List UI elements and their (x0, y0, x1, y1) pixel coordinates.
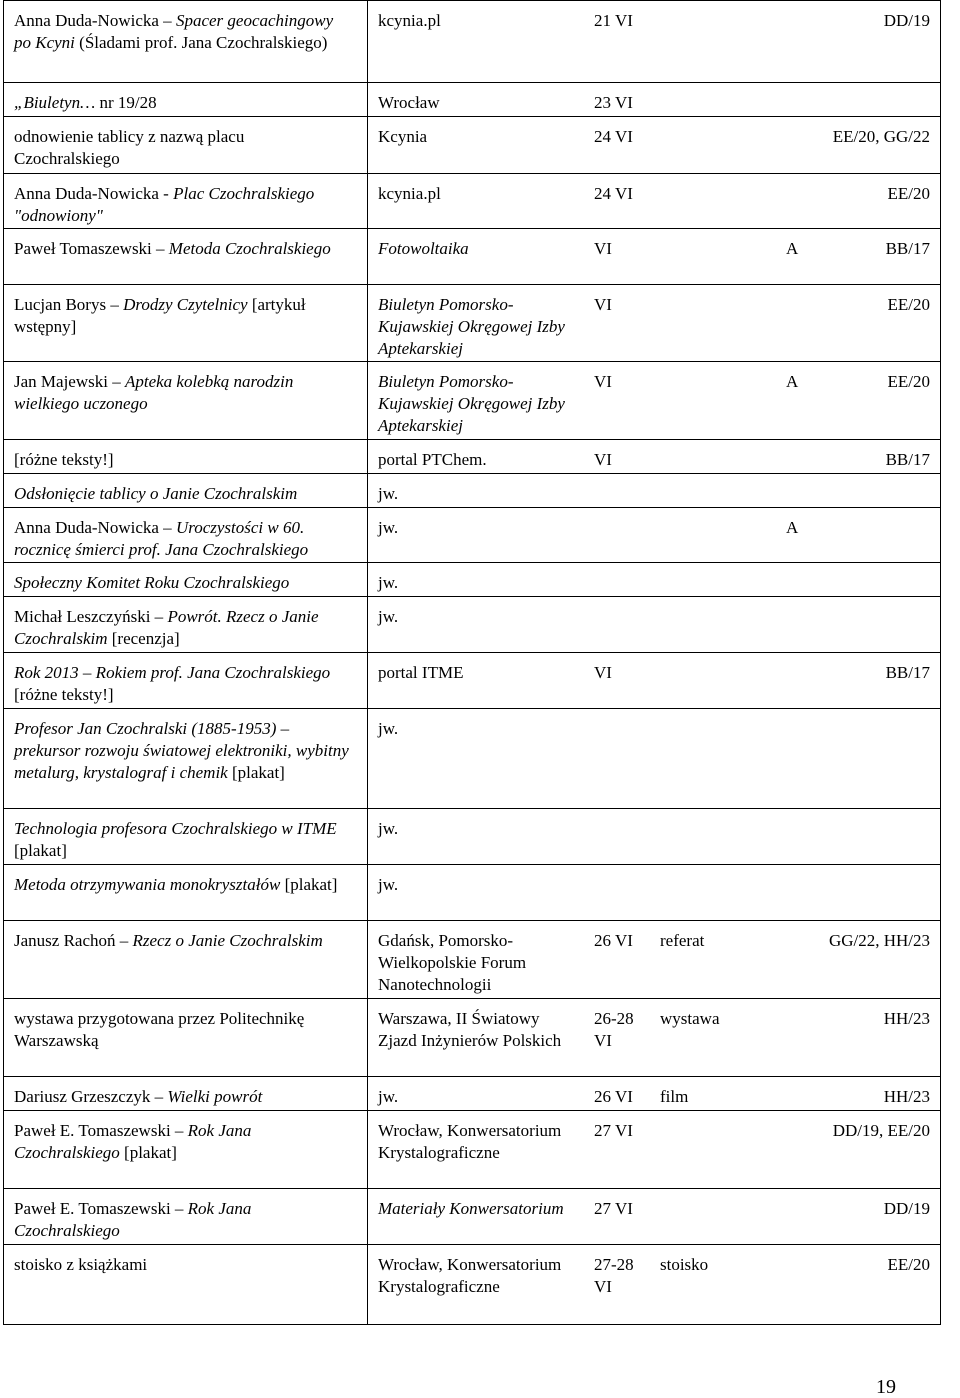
italic-text: Rok 2013 – Rokiem prof. Jana Czochralskiego (14, 663, 331, 682)
italic-text: Drodzy Czytelnicy (123, 295, 252, 314)
entry-source: Gdańsk, Pomorsko-Wielkopolskie Forum Nanotechnologii (378, 931, 527, 994)
entry-reference: GG/22, HH/23 (828, 931, 930, 950)
entry-title (14, 10, 354, 54)
entry-reference: EE/20 (887, 1255, 930, 1274)
entry-source: Wrocław, Konwersatorium Krystalograficzne (378, 1121, 562, 1162)
entry-date: VI (594, 663, 612, 682)
italic-text: Rok Jana Czochralskiego (14, 1199, 252, 1240)
entry-title (14, 183, 354, 227)
entry-reference: EE/20, GG/22 (832, 127, 930, 146)
entry-date: 26 VI (594, 1087, 633, 1106)
table-row (4, 82, 940, 116)
text: Dariusz Grzeszczyk – (14, 1087, 168, 1106)
entry-reference: HH/23 (883, 1087, 930, 1106)
entry-date: VI (594, 372, 612, 391)
italic-text: Plac Czochralskiego "odnowiony" (14, 184, 315, 225)
entry-source: Wrocław (378, 93, 440, 112)
entry-source: jw. (378, 607, 399, 626)
entry-source: Kcynia (378, 127, 428, 146)
table-row (4, 473, 940, 507)
text: [plakat] (284, 875, 338, 894)
text: nr 19/28 (95, 93, 157, 112)
table-row (4, 808, 940, 864)
table-row (4, 1076, 940, 1110)
italic-text: Spacer geocachingowy po Kcyni (14, 11, 334, 52)
entry-source: Biuletyn Pomorsko-Kujawskiej Okręgowej Izby Aptekarskiej (378, 372, 565, 435)
entry-source: jw. (378, 1087, 399, 1106)
entry-title (14, 718, 354, 784)
entry-source: portal PTChem. (378, 450, 487, 469)
table-row (4, 1110, 940, 1188)
entry-title (14, 449, 354, 471)
text: Anna Duda-Nowicka – (14, 11, 176, 30)
entry-source (378, 1198, 578, 1220)
text: [artykuł wstępny] (14, 295, 306, 336)
text: [różne teksty!] (14, 685, 114, 704)
text: Jan Majewski – (14, 372, 125, 391)
entry-reference: DD/19 (883, 1199, 930, 1218)
italic-text: Apteka kolebką narodzin wielkiego uczonego (14, 372, 294, 413)
entry-reference: BB/17 (885, 450, 930, 469)
table-row (4, 228, 940, 284)
entry-source: jw. (378, 573, 399, 592)
table-row (4, 652, 940, 708)
italic-text: „Biuletyn… (14, 93, 96, 112)
text: [plakat] (231, 763, 285, 782)
entry-date: 21 VI (594, 11, 633, 30)
text: [różne teksty!] (14, 450, 114, 469)
text: Janusz Rachoń – (14, 931, 133, 950)
entry-source: kcynia.pl (378, 184, 441, 203)
entry-source: portal ITME (378, 663, 464, 682)
entry-title (14, 1120, 354, 1164)
entry-source: Biuletyn Pomorsko-Kujawskiej Okręgowej Izby Aptekarskiej (378, 295, 565, 358)
entry-title (14, 517, 354, 561)
text: Anna Duda-Nowicka – (14, 518, 176, 537)
entry-type: wystawa (660, 1009, 720, 1028)
entry-source: jw. (378, 819, 399, 838)
entry-source: jw. (378, 518, 399, 537)
text: Paweł Tomaszewski – (14, 239, 169, 258)
table-row (4, 361, 940, 439)
entry-type: referat (660, 931, 705, 950)
table-row (4, 1188, 940, 1244)
entry-title (14, 126, 354, 170)
table-row (4, 920, 940, 998)
entry-title (14, 662, 354, 706)
bibliography-table (3, 0, 941, 1325)
entry-reference: HH/23 (883, 1009, 930, 1028)
entry-type: A (786, 518, 799, 537)
italic-text: Rok Jana Czochralskiego (14, 1121, 252, 1162)
entry-date: 26-28 VI (594, 1009, 634, 1050)
text: stoisko z książkami (14, 1255, 148, 1274)
italic-text: Rzecz o Janie Czochralskim (132, 931, 323, 950)
italic-text: Profesor Jan Czochralski (1885-1953) – prekursor rozwoju światowej elektroniki, wybitny metalurg, krystalograf i chemik (14, 719, 349, 782)
italic-text: Uroczystości w 60. rocznicę śmierci prof. Jana Czochralskiego (14, 518, 309, 559)
entry-date: 27 VI (594, 1121, 633, 1140)
entry-title (14, 483, 354, 505)
entry-date: 24 VI (594, 127, 633, 146)
entry-title (14, 1086, 354, 1108)
entry-title (14, 1008, 354, 1052)
table-row (4, 173, 940, 228)
entry-type: A (786, 372, 799, 391)
table-row (4, 562, 940, 596)
entry-source: jw. (378, 484, 399, 503)
entry-source: Fotowoltaika (378, 239, 469, 258)
entry-title (14, 238, 354, 260)
table-row (4, 439, 940, 473)
italic-text: Konwersatorium (449, 1199, 564, 1218)
text: Paweł E. Tomaszewski – (14, 1199, 188, 1218)
entry-date: 27 VI (594, 1199, 633, 1218)
entry-source: Wrocław, Konwersatorium Krystalograficzne (378, 1255, 562, 1296)
entry-title (14, 874, 354, 896)
text: Paweł E. Tomaszewski – (14, 1121, 188, 1140)
entry-title (14, 606, 354, 650)
text: wystawa przygotowana przez Politechnikę Warszawską (14, 1009, 305, 1050)
table-row (4, 507, 940, 562)
table-row (4, 1244, 940, 1324)
entry-title (14, 818, 354, 862)
entry-reference: EE/20 (887, 184, 930, 203)
entry-reference: EE/20 (887, 372, 930, 391)
text: Michał Leszczyński – (14, 607, 168, 626)
entry-title (14, 1254, 354, 1276)
page-number: 19 (876, 1376, 896, 1398)
italic-text: Odsłonięcie tablicy o Janie Czochralskim (14, 484, 298, 503)
text: [recenzja] (111, 629, 180, 648)
italic-text: Powrót. Rzecz o Janie Czochralskim (14, 607, 319, 648)
entry-reference: DD/19 (883, 11, 930, 30)
table-row (4, 998, 940, 1076)
text: Anna Duda-Nowicka - (14, 184, 174, 203)
entry-date: 27-28 VI (594, 1255, 634, 1296)
entry-title (14, 294, 354, 338)
entry-source: jw. (378, 719, 399, 738)
entry-reference: DD/19, EE/20 (832, 1121, 930, 1140)
text: [plakat] (124, 1143, 177, 1162)
entry-title (14, 572, 354, 594)
entry-reference: EE/20 (887, 295, 930, 314)
entry-type: film (660, 1087, 689, 1106)
entry-title (14, 930, 354, 952)
entry-date: 24 VI (594, 184, 633, 203)
table-row (4, 708, 940, 808)
entry-type: stoisko (660, 1255, 709, 1274)
table-row (4, 0, 940, 82)
table-row (4, 596, 940, 652)
table-row (4, 116, 940, 173)
entry-type: A (786, 239, 799, 258)
entry-source: Warszawa, II Światowy Zjazd Inżynierów Polskich (378, 1009, 562, 1050)
entry-title (14, 92, 354, 114)
entry-title (14, 371, 354, 415)
entry-reference: BB/17 (885, 239, 930, 258)
italic-text: Materiały (378, 1199, 446, 1218)
text: [plakat] (14, 841, 67, 860)
entry-date: 26 VI (594, 931, 633, 950)
entry-reference: BB/17 (885, 663, 930, 682)
italic-text: Wielki powrót (167, 1087, 263, 1106)
entry-date: 23 VI (594, 93, 633, 112)
italic-text: Metoda otrzymywania monokryształów (14, 875, 285, 894)
text: (Śladami prof. Jana Czochralskiego) (79, 33, 328, 52)
text: odnowienie tablicy z nazwą placu Czochralskiego (14, 127, 245, 168)
entry-source: kcynia.pl (378, 11, 441, 30)
entry-date: VI (594, 450, 612, 469)
table-row (4, 864, 940, 920)
italic-text: Metoda Czochralskiego (168, 239, 331, 258)
italic-text: Technologia profesora Czochralskiego w ITME (14, 819, 337, 838)
italic-text: Społeczny Komitet Roku Czochralskiego (14, 573, 290, 592)
entry-title (14, 1198, 354, 1242)
entry-source: jw. (378, 875, 399, 894)
entry-date: VI (594, 239, 612, 258)
table-row (4, 284, 940, 361)
entry-date: VI (594, 295, 612, 314)
text: Lucjan Borys – (14, 295, 124, 314)
